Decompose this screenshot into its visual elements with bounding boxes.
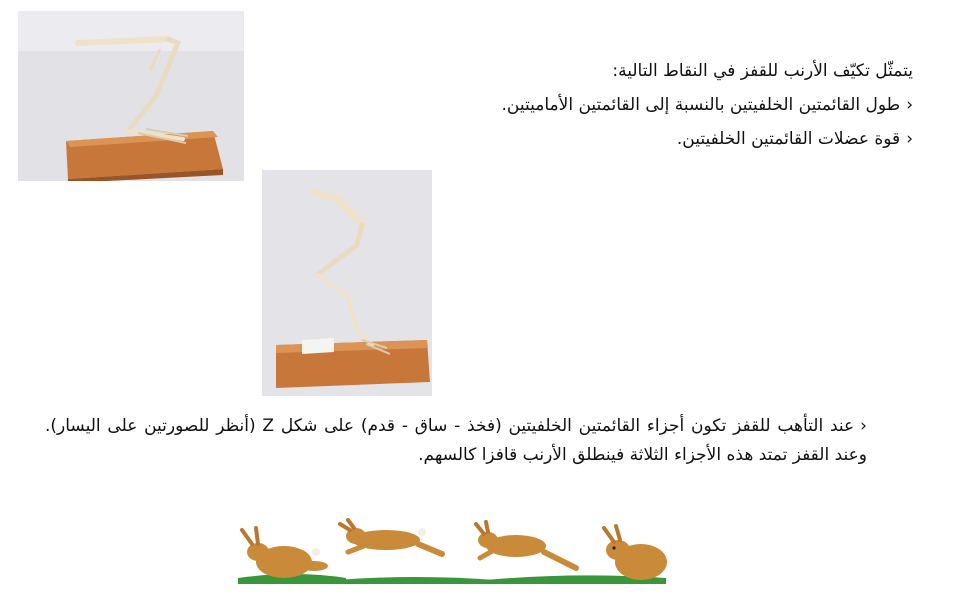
intro-heading: يتمثّل تكيّف الأرنب للقفز في النقاط التالية: (612, 61, 913, 81)
jump-explanation (45, 412, 867, 470)
skeleton-photo-bottom (262, 170, 432, 396)
adaptation-points (353, 54, 913, 156)
skeleton-photo-top (18, 11, 244, 181)
bullet-text: طول القائمتين الخلفيتين بالنسبة إلى القائمتين الأماميتين. (501, 95, 901, 115)
z-shape-skeleton-image (262, 170, 432, 396)
rabbit-figure (604, 526, 667, 580)
bullet-icon: ‹ (906, 129, 913, 149)
bullet-text: قوة عضلات القائمتين الخلفيتين. (676, 129, 901, 149)
explanation-text: عند التأهب للقفز تكون أجزاء القائمتين الخلفيتين (فخذ - ساق - قدم) على شكل Z (أنظر للصورتين على اليسار). وعند القفز تمتد هذه الأجزاء الثلاثة فينطلق الأرنب قافزا كالسهم. (45, 416, 867, 465)
bullet-icon: ‹ (860, 416, 867, 436)
rabbit-jump-illustration (236, 518, 668, 590)
bullet-item (353, 88, 913, 122)
rabbit-figure (476, 522, 576, 568)
rabbit-figure (340, 520, 442, 554)
jumping-rabbits-image (236, 518, 668, 590)
explanation-paragraph (45, 412, 867, 470)
bullet-item (353, 122, 913, 156)
rabbit-figure (242, 528, 328, 578)
bullet-icon: ‹ (906, 95, 913, 115)
hind-leg-skeleton-image (18, 11, 244, 181)
